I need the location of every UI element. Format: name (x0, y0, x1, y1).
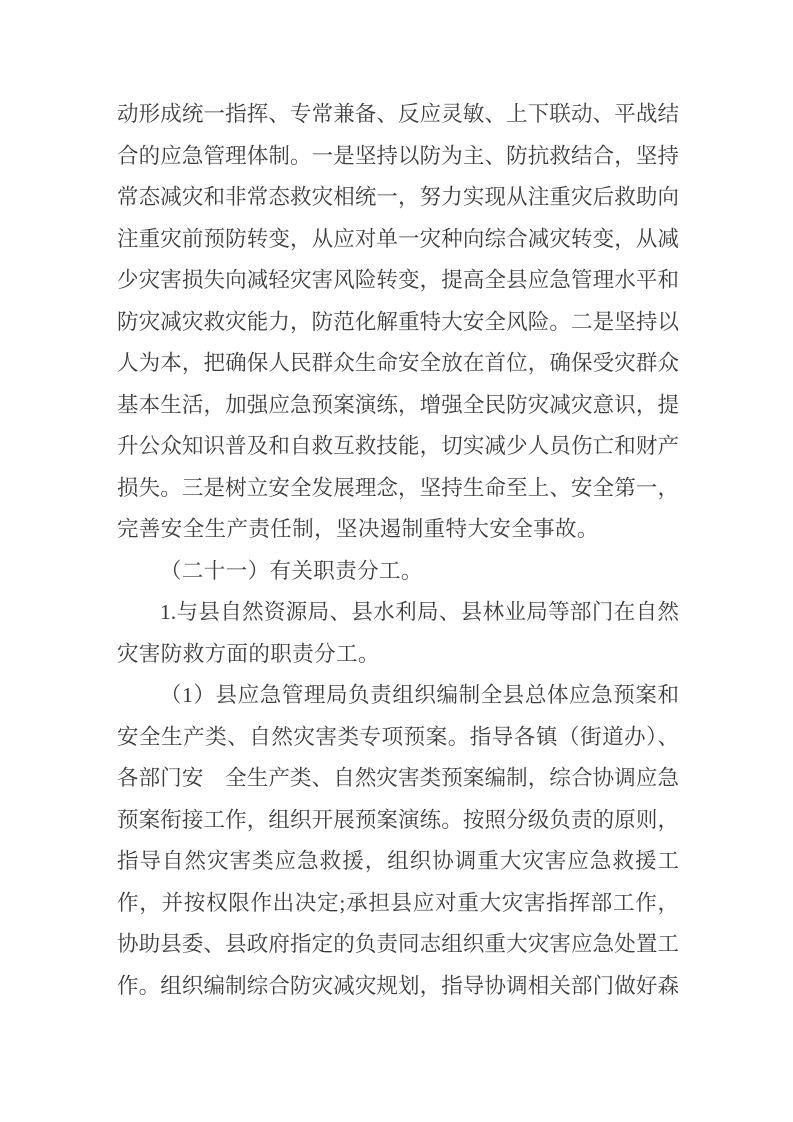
text-line: 常态减灾和非常态救灾相统一，努力实现从注重灾后救助向 (117, 185, 679, 209)
text-line: 1.与县自然资源局、县水利局、县林业局等部门在自然 (160, 600, 679, 624)
text-line: 预案衔接工作，组织开展预案演练。按照分级负责的原则， (117, 807, 679, 832)
text-line: 各部门安 全生产类、自然灾害类预案编制，综合协调应急 (117, 766, 679, 790)
text-line: 损失。三是树立安全发展理念，坚持生命至上、安全第一， (117, 475, 679, 500)
text-line: 人为本，把确保人民群众生命安全放在首位，确保受灾群众 (117, 351, 679, 375)
text-line: 完善安全生产责任制，坚决遏制重特大安全事故。 (117, 517, 599, 541)
text-line: 升公众知识普及和自救互救技能，切实减少人员伤亡和财产 (117, 434, 679, 458)
text-line: （二十一）有关职责分工。 (160, 558, 423, 583)
text-line: 基本生活，加强应急预案演练，增强全民防灾减灾意识，提 (117, 392, 679, 417)
text-line: 注重灾前预防转变，从应对单一灾种向综合减灾转变，从减 (117, 226, 679, 251)
text-line: 作，并按权限作出决定;承担县应对重大灾害指挥部工作， (117, 890, 679, 915)
text-line: 少灾害损失向减轻灾害风险转变，提高全县应急管理水平和 (117, 268, 679, 292)
text-line: 指导自然灾害类应急救援，组织协调重大灾害应急救援工 (117, 849, 679, 873)
text-line: 防灾减灾救灾能力，防范化解重特大安全风险。二是坚持以 (117, 309, 679, 334)
text-line: 合的应急管理体制。一是坚持以防为主、防抗救结合，坚持 (117, 143, 679, 168)
text-line: 动形成统一指挥、专常兼备、反应灵敏、上下联动、平战结 (117, 102, 679, 126)
text-line: 作。组织编制综合防灾减灾规划，指导协调相关部门做好森 (117, 973, 679, 998)
text-line: 灾害防救方面的职责分工。 (117, 641, 380, 666)
text-line: （1）县应急管理局负责组织编制全县总体应急预案和 (160, 683, 679, 707)
text-line: 协助县委、县政府指定的负责同志组织重大灾害应急处置工 (117, 932, 679, 956)
document-body (117, 94, 679, 1007)
text-line: 安全生产类、自然灾害类专项预案。指导各镇（街道办）、 (117, 724, 679, 749)
